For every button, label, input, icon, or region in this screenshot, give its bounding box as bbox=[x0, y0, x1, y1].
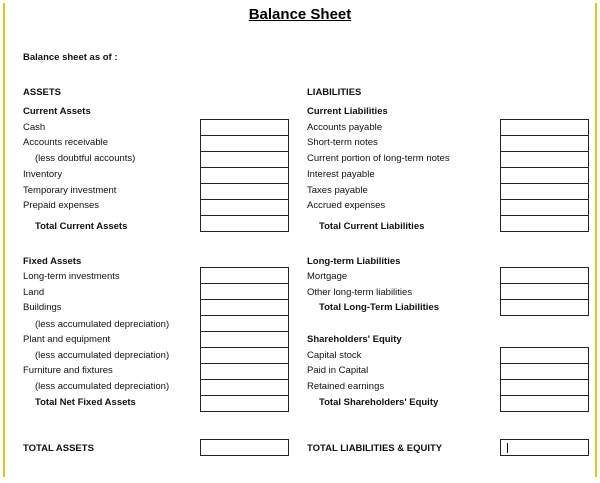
asset-plant-equipment-label: Plant and equipment bbox=[23, 334, 111, 345]
capital-stock-field[interactable] bbox=[500, 347, 589, 364]
total-current-assets-label: Total Current Assets bbox=[35, 221, 128, 232]
liability-short-term-notes-label: Short-term notes bbox=[307, 137, 378, 148]
total-net-fixed-assets-field[interactable] bbox=[200, 395, 289, 412]
asset-less-depreciation-plant-label: (less accumulated depreciation) bbox=[35, 350, 170, 361]
liability-accrued-expenses-label: Accrued expenses bbox=[307, 200, 386, 211]
total-current-assets-field[interactable] bbox=[200, 215, 289, 232]
asset-inventory-label: Inventory bbox=[23, 169, 63, 180]
total-net-fixed-assets-label: Total Net Fixed Assets bbox=[35, 397, 136, 408]
current-assets-heading: Current Assets bbox=[23, 106, 91, 117]
asset-prepaid-expenses-label: Prepaid expenses bbox=[23, 200, 100, 211]
total-shareholders-equity-label: Total Shareholders' Equity bbox=[319, 397, 439, 408]
plant-equipment-field[interactable] bbox=[200, 331, 289, 348]
taxes-payable-field[interactable] bbox=[500, 183, 589, 200]
fixed-assets-heading: Fixed Assets bbox=[23, 256, 82, 267]
land-field[interactable] bbox=[200, 283, 289, 300]
total-long-term-liabilities-label: Total Long-Term Liabilities bbox=[319, 302, 439, 313]
liability-other-long-term-label: Other long-term liabilities bbox=[307, 287, 413, 298]
total-current-liabilities-label: Total Current Liabilities bbox=[319, 221, 425, 232]
interest-payable-field[interactable] bbox=[500, 167, 589, 184]
asset-buildings-label: Buildings bbox=[23, 302, 62, 313]
long-term-liabilities-heading: Long-term Liabilities bbox=[307, 256, 401, 267]
asset-temporary-investment-label: Temporary investment bbox=[23, 185, 117, 196]
total-liabilities-equity-field[interactable] bbox=[500, 439, 589, 456]
equity-capital-stock-label: Capital stock bbox=[307, 350, 362, 361]
accounts-payable-field[interactable] bbox=[500, 119, 589, 136]
asset-long-term-investments-label: Long-term investments bbox=[23, 271, 120, 282]
liability-taxes-payable-label: Taxes payable bbox=[307, 185, 368, 196]
prepaid-expenses-field[interactable] bbox=[200, 199, 289, 216]
inventory-field[interactable] bbox=[200, 167, 289, 184]
less-doubtful-accounts-field[interactable] bbox=[200, 151, 289, 168]
total-long-term-liabilities-field[interactable] bbox=[500, 299, 589, 316]
temporary-investment-field[interactable] bbox=[200, 183, 289, 200]
asset-furniture-fixtures-label: Furniture and fixtures bbox=[23, 365, 113, 376]
asset-less-doubtful-label: (less doubtful accounts) bbox=[35, 153, 136, 164]
equity-paid-in-capital-label: Paid in Capital bbox=[307, 365, 369, 376]
liabilities-heading: LIABILITIES bbox=[307, 87, 362, 98]
current-portion-notes-field[interactable] bbox=[500, 151, 589, 168]
retained-earnings-field[interactable] bbox=[500, 379, 589, 396]
asset-land-label: Land bbox=[23, 287, 45, 298]
cash-field[interactable] bbox=[200, 119, 289, 136]
equity-retained-earnings-label: Retained earnings bbox=[307, 381, 385, 392]
total-liabilities-equity-label: TOTAL LIABILITIES & EQUITY bbox=[307, 443, 443, 454]
shareholders-equity-heading: Shareholders' Equity bbox=[307, 334, 402, 345]
page-title: Balance Sheet bbox=[248, 6, 352, 23]
accounts-receivable-field[interactable] bbox=[200, 135, 289, 152]
liability-current-portion-label: Current portion of long-term notes bbox=[307, 153, 450, 164]
buildings-depreciation-field[interactable] bbox=[200, 315, 289, 332]
asset-accounts-receivable-label: Accounts receivable bbox=[23, 137, 109, 148]
accrued-expenses-field[interactable] bbox=[500, 199, 589, 216]
long-term-investments-field[interactable] bbox=[200, 267, 289, 284]
total-assets-label: TOTAL ASSETS bbox=[23, 443, 94, 454]
current-liabilities-heading: Current Liabilities bbox=[307, 106, 388, 117]
other-long-term-liabilities-field[interactable] bbox=[500, 283, 589, 300]
furniture-depreciation-field[interactable] bbox=[200, 379, 289, 396]
mortgage-field[interactable] bbox=[500, 267, 589, 284]
furniture-fixtures-field[interactable] bbox=[200, 363, 289, 380]
total-shareholders-equity-field[interactable] bbox=[500, 395, 589, 412]
liability-accounts-payable-label: Accounts payable bbox=[307, 122, 382, 133]
asset-less-depreciation-furniture-label: (less accumulated depreciation) bbox=[35, 381, 170, 392]
total-current-liabilities-field[interactable] bbox=[500, 215, 589, 232]
asset-less-depreciation-buildings-label: (less accumulated depreciation) bbox=[35, 319, 170, 330]
short-term-notes-field[interactable] bbox=[500, 135, 589, 152]
total-assets-field[interactable] bbox=[200, 439, 289, 456]
text-cursor bbox=[507, 443, 508, 453]
balance-sheet-page bbox=[3, 3, 597, 477]
paid-in-capital-field[interactable] bbox=[500, 363, 589, 380]
buildings-field[interactable] bbox=[200, 299, 289, 316]
assets-heading: ASSETS bbox=[23, 87, 62, 98]
liability-interest-payable-label: Interest payable bbox=[307, 169, 375, 180]
plant-depreciation-field[interactable] bbox=[200, 347, 289, 364]
liability-mortgage-label: Mortgage bbox=[307, 271, 348, 282]
as-of-label: Balance sheet as of : bbox=[23, 52, 118, 63]
asset-cash-label: Cash bbox=[23, 122, 46, 133]
